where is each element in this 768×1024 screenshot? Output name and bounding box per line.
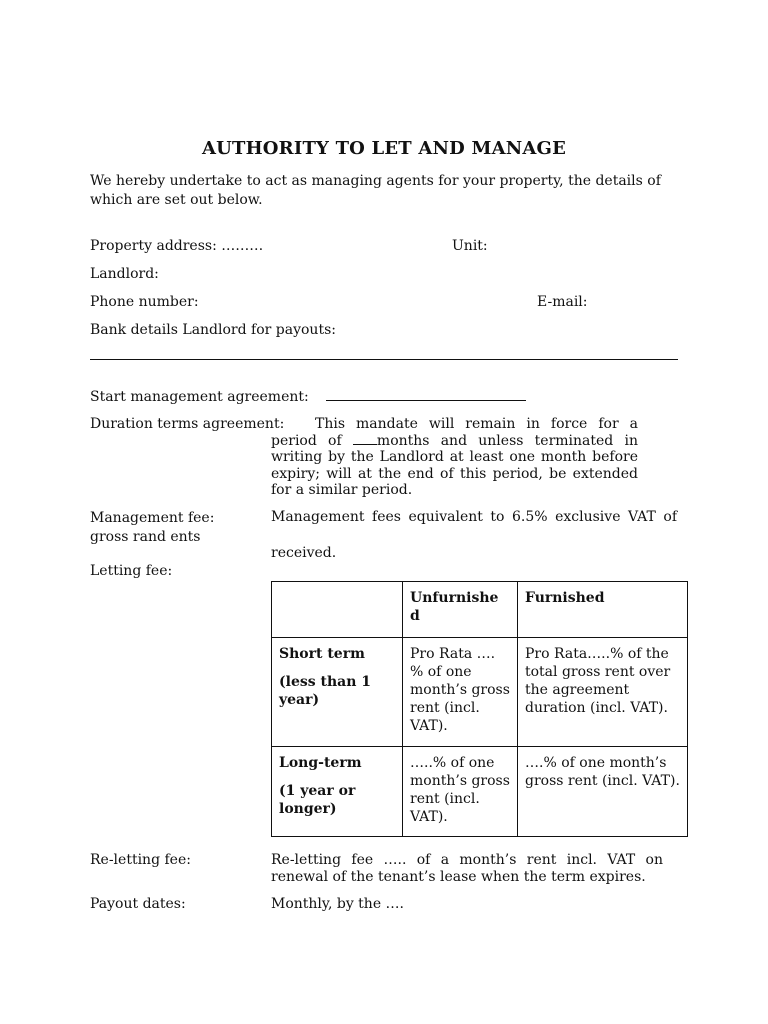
table-row bbox=[272, 638, 688, 747]
bank-details-label: Bank details Landlord for payouts: bbox=[90, 322, 336, 338]
management-fee-label bbox=[90, 509, 265, 547]
row-subtitle: (1 year or longer) bbox=[279, 783, 356, 817]
document-title: AUTHORITY TO LET AND MANAGE bbox=[201, 138, 567, 159]
letting-fee-label: Letting fee: bbox=[90, 563, 173, 579]
table-header-unfurnished: Unfurnishe d bbox=[403, 582, 518, 638]
management-fee-text-line1: Management fees equivalent to 6.5% exclusive VAT of bbox=[271, 509, 677, 525]
start-agreement-row bbox=[90, 388, 526, 405]
reletting-fee-label: Re-letting fee: bbox=[90, 852, 191, 868]
management-fee-text-line2: received. bbox=[271, 545, 337, 561]
email-label: E-mail: bbox=[537, 294, 588, 310]
table-header-empty bbox=[272, 582, 403, 638]
duration-text bbox=[271, 416, 638, 499]
start-agreement-label: Start management agreement: bbox=[90, 389, 309, 405]
start-date-blank bbox=[326, 388, 526, 401]
long-term-unfurnished-cell: …..% of one month’s gross rent (incl. VAT). bbox=[403, 747, 518, 837]
duration-months-blank bbox=[353, 433, 377, 445]
phone-number-label: Phone number: bbox=[90, 294, 199, 310]
table-header-row bbox=[272, 582, 688, 638]
table-header-furnished: Furnished bbox=[518, 582, 688, 638]
short-term-furnished-cell: Pro Rata…..% of the total gross rent over the agreement duration (incl. VAT). bbox=[518, 638, 688, 747]
row-subtitle: (less than 1 year) bbox=[279, 674, 371, 708]
landlord-label: Landlord: bbox=[90, 266, 159, 282]
intro-paragraph: We hereby undertake to act as managing agents for your property, the details of which are set out below. bbox=[90, 173, 661, 208]
payout-dates-label: Payout dates: bbox=[90, 896, 186, 912]
short-term-unfurnished-cell: Pro Rata …. % of one month’s gross rent (incl. VAT). bbox=[403, 638, 518, 747]
property-address-label: Property address: ……… bbox=[90, 238, 264, 254]
row-header-short-term bbox=[272, 638, 403, 747]
reletting-fee-text: Re-letting fee ….. of a month’s rent incl. VAT on renewal of the tenant’s lease when the term expires. bbox=[271, 852, 663, 885]
payout-dates-text: Monthly, by the …. bbox=[271, 896, 404, 912]
duration-label: Duration terms agreement: bbox=[90, 416, 285, 432]
row-title: Short term bbox=[279, 646, 365, 662]
long-term-furnished-cell: ….% of one month’s gross rent (incl. VAT). bbox=[518, 747, 688, 837]
table-row bbox=[272, 747, 688, 837]
unit-label: Unit: bbox=[452, 238, 488, 254]
section-divider bbox=[90, 359, 678, 360]
row-header-long-term bbox=[272, 747, 403, 837]
row-title: Long-term bbox=[279, 755, 362, 771]
letting-fee-table bbox=[271, 581, 688, 837]
management-fee-label-line2: gross rand ents bbox=[90, 529, 201, 545]
management-fee-label-line1: Management fee: bbox=[90, 510, 215, 526]
duration-text-part1: This mandate will remain in force for a period of bbox=[271, 416, 638, 449]
duration-text-part2: months and unless terminated in writing by the Landlord at least one month before expiry; will at the end of this period, be extended for a similar period. bbox=[271, 432, 639, 498]
